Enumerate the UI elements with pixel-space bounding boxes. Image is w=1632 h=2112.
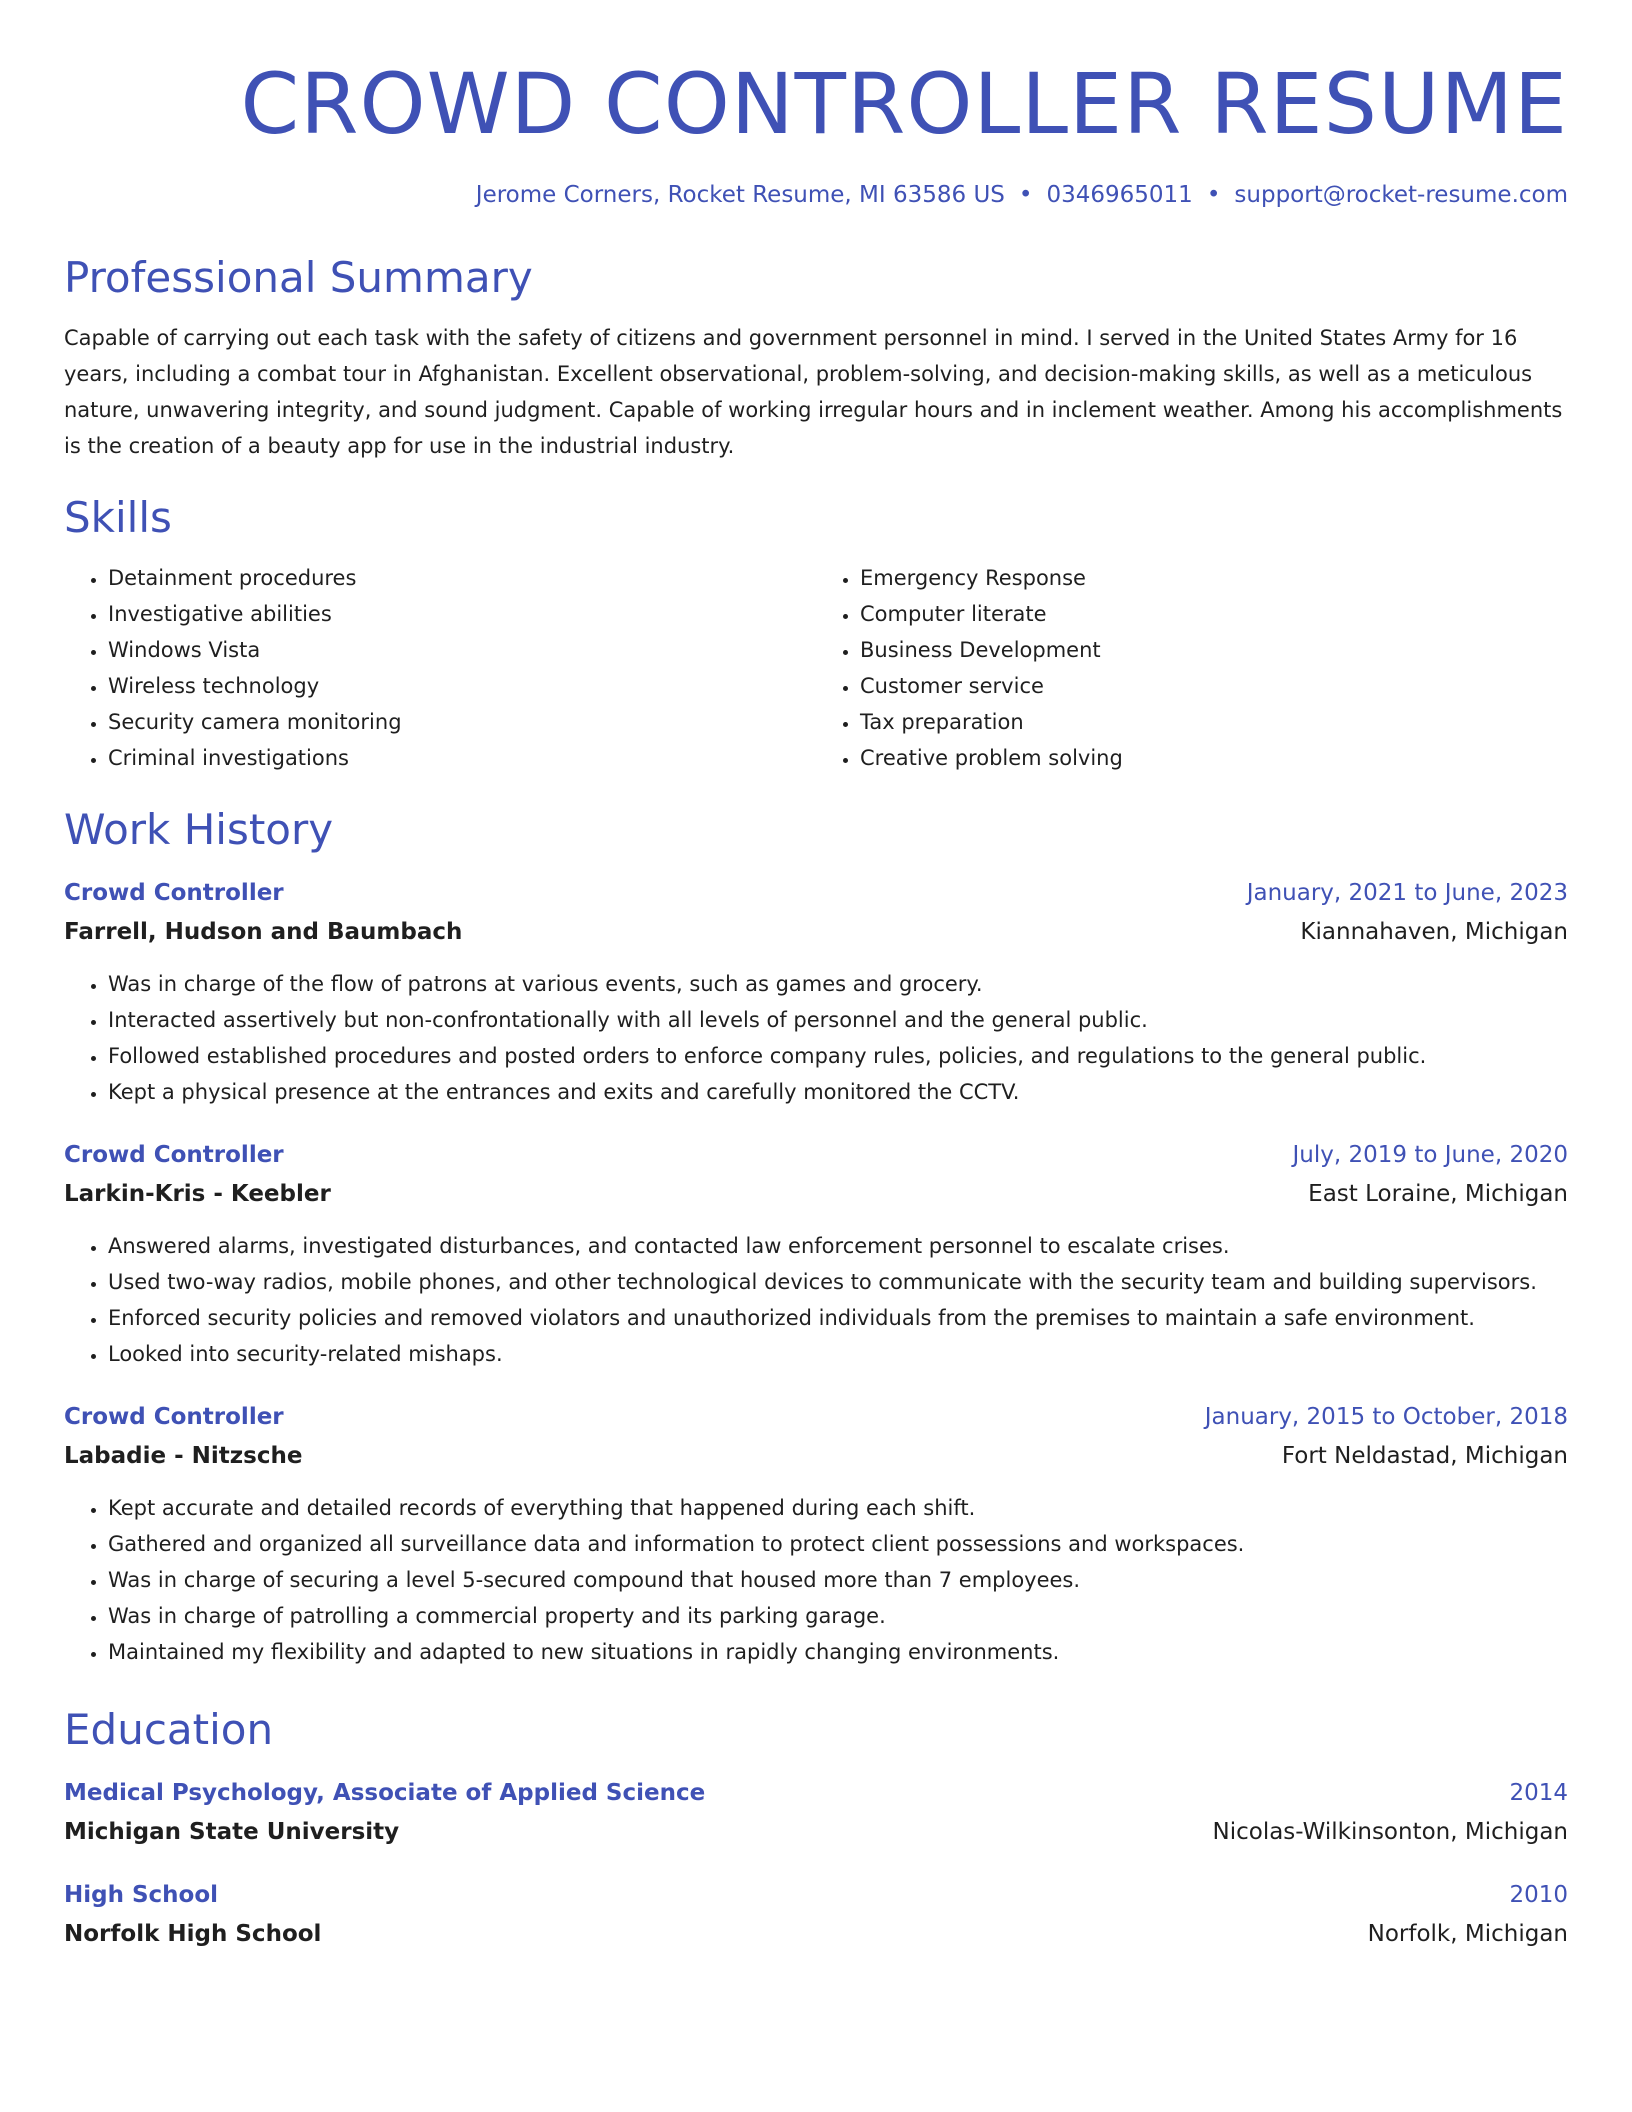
skill-item: • Criminal investigations	[108, 740, 816, 776]
summary-heading: Professional Summary	[64, 253, 533, 302]
job-bullet: • Answered alarms, investigated disturbances, and contacted law enforcement personnel to escalate crises.	[108, 1228, 1568, 1264]
job-entry	[64, 1400, 1568, 1670]
education-school: Norfolk High School	[64, 1921, 322, 1947]
job-entry	[64, 1138, 1568, 1372]
job-company: Labadie - Nitzsche	[64, 1443, 303, 1469]
contact-line	[64, 178, 1568, 212]
resume-title: CROWD CONTROLLER RESUME	[240, 55, 1568, 153]
job-title: Crowd Controller	[64, 1404, 284, 1430]
education-degree: Medical Psychology, Associate of Applied Science	[64, 1780, 706, 1806]
job-bullet: • Interacted assertively but non-confrontationally with all levels of personnel and the general public.	[108, 1002, 1568, 1038]
skills-list	[64, 560, 1568, 776]
job-bullet: • Was in charge of patrolling a commercial property and its parking garage.	[108, 1598, 1568, 1634]
job-bullet: • Kept a physical presence at the entrances and exits and carefully monitored the CCTV.	[108, 1074, 1568, 1110]
job-bullets	[64, 1228, 1568, 1372]
job-location: East Loraine, Michigan	[1308, 1181, 1568, 1207]
contact-phone: 0346965011	[1046, 182, 1193, 208]
skill-item: • Creative problem solving	[860, 740, 1568, 776]
job-title: Crowd Controller	[64, 880, 284, 906]
skills-heading: Skills	[64, 493, 172, 542]
job-bullet: • Maintained my flexibility and adapted to new situations in rapidly changing environments.	[108, 1634, 1568, 1670]
skill-item: • Investigative abilities	[108, 596, 816, 632]
job-bullets	[64, 966, 1568, 1110]
job-company: Farrell, Hudson and Baumbach	[64, 919, 463, 945]
job-bullet: • Kept accurate and detailed records of everything that happened during each shift.	[108, 1490, 1568, 1526]
job-title: Crowd Controller	[64, 1142, 284, 1168]
education-year: 2014	[1509, 1780, 1568, 1806]
education-entry	[64, 1878, 1568, 1952]
skill-item: • Tax preparation	[860, 704, 1568, 740]
job-bullet: • Looked into security-related mishaps.	[108, 1336, 1568, 1372]
job-dates: July, 2019 to June, 2020	[1292, 1142, 1568, 1168]
job-dates: January, 2021 to June, 2023	[1246, 880, 1568, 906]
job-bullet: • Used two-way radios, mobile phones, and other technological devices to communicate with the security team and building supervisors.	[108, 1264, 1568, 1300]
job-dates: January, 2015 to October, 2018	[1204, 1404, 1568, 1430]
skill-item: • Wireless technology	[108, 668, 816, 704]
education-heading: Education	[64, 1705, 274, 1754]
job-bullet: • Was in charge of securing a level 5-secured compound that housed more than 7 employees.	[108, 1562, 1568, 1598]
skills-column-right	[816, 560, 1568, 776]
job-location: Kiannahaven, Michigan	[1300, 919, 1568, 945]
contact-separator: •	[1206, 182, 1221, 208]
job-bullets	[64, 1490, 1568, 1670]
contact-address: Jerome Corners, Rocket Resume, MI 63586 US	[475, 182, 1005, 208]
skill-item: • Computer literate	[860, 596, 1568, 632]
contact-email: support@rocket-resume.com	[1234, 182, 1568, 208]
job-bullet: • Enforced security policies and removed violators and unauthorized individuals from the premises to maintain a safe environment.	[108, 1300, 1568, 1336]
skill-item: • Business Development	[860, 632, 1568, 668]
job-location: Fort Neldastad, Michigan	[1281, 1443, 1568, 1469]
skill-item: • Emergency Response	[860, 560, 1568, 596]
job-bullet: • Gathered and organized all surveillance data and information to protect client possessions and workspaces.	[108, 1526, 1568, 1562]
education-location: Nicolas-Wilkinsonton, Michigan	[1212, 1819, 1568, 1845]
education-year: 2010	[1509, 1882, 1568, 1908]
contact-separator: •	[1018, 182, 1033, 208]
skills-column-left	[64, 560, 816, 776]
summary-text: Capable of carrying out each task with the safety of citizens and government personnel in mind. I served in the United States Army for 16 years, including a combat tour in Afghanistan. Excellent observational, problem-solving, and decision-making skills, as well as a meticulous nature, unwavering integrity, and sound judgment. Capable of working irregular hours and in inclement weather. Among his accomplishments is the creation of a beauty app for use in the industrial industry.	[64, 326, 1563, 458]
education-location: Norfolk, Michigan	[1367, 1921, 1568, 1947]
job-bullet: • Was in charge of the flow of patrons at various events, such as games and grocery.	[108, 966, 1568, 1002]
education-entry	[64, 1776, 1568, 1850]
work-history-heading: Work History	[64, 805, 334, 854]
job-bullet: • Followed established procedures and posted orders to enforce company rules, policies, and regulations to the general public.	[108, 1038, 1568, 1074]
job-company: Larkin-Kris - Keebler	[64, 1181, 331, 1207]
education-degree: High School	[64, 1882, 219, 1908]
skill-item: • Customer service	[860, 668, 1568, 704]
skill-item: • Security camera monitoring	[108, 704, 816, 740]
skill-item: • Windows Vista	[108, 632, 816, 668]
skill-item: • Detainment procedures	[108, 560, 816, 596]
job-entry	[64, 876, 1568, 1110]
education-school: Michigan State University	[64, 1819, 400, 1845]
